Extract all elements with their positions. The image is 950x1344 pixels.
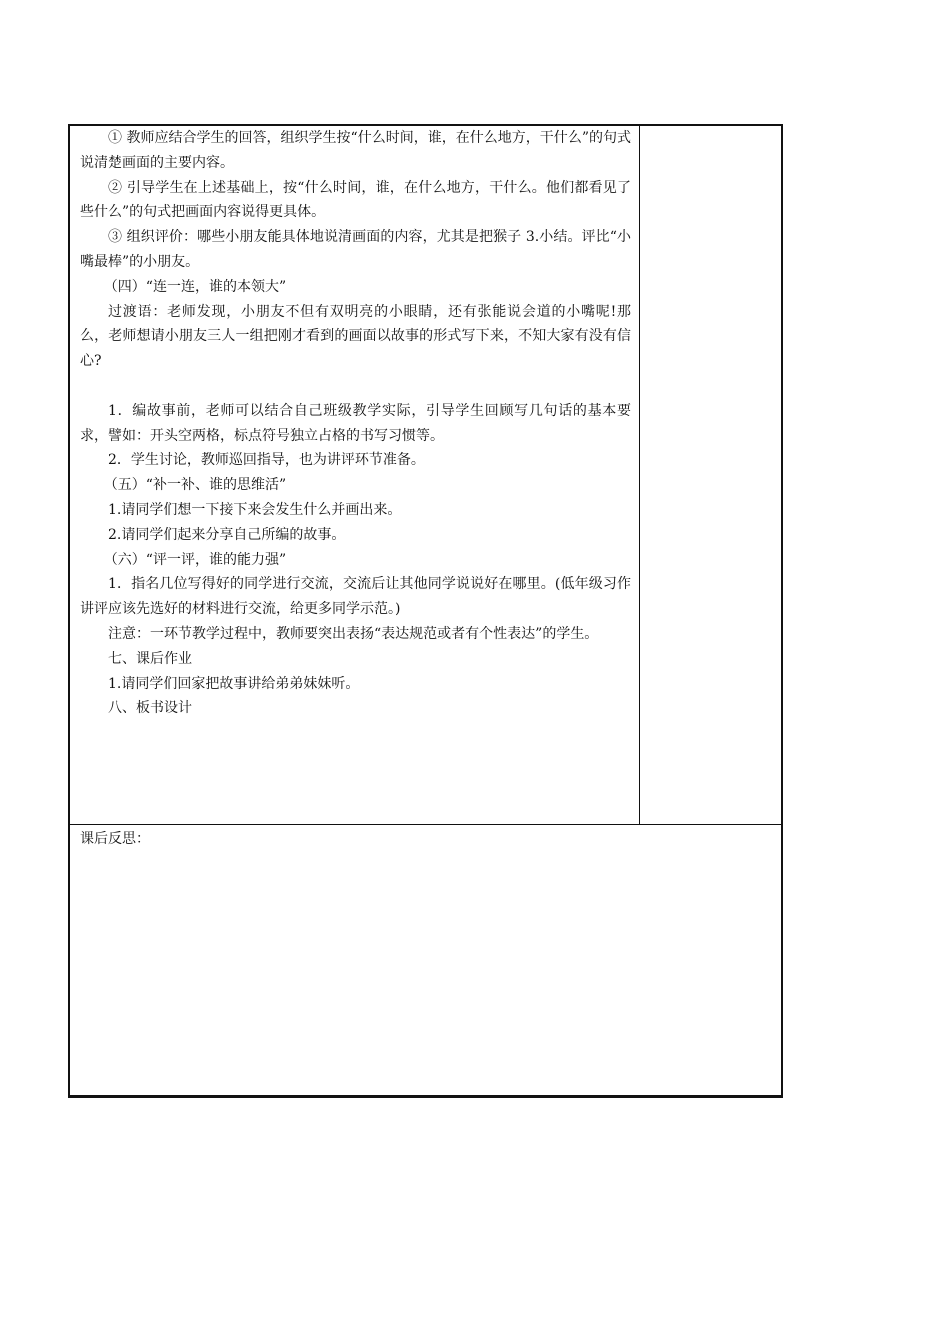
paragraph: 1．指名几位写得好的同学进行交流，交流后让其他同学说说好在哪里。(低年级习作讲评应该先选好的材料进行交流，给更多同学示范。) [80, 576, 631, 618]
notes-cell [640, 126, 781, 824]
section-heading: （五）“补一补、谁的思维活” [103, 477, 287, 494]
paragraph: 注意：一环节教学过程中，教师要突出表扬“表达规范或者有个性表达”的学生。 [108, 625, 599, 642]
teaching-process-cell [70, 126, 640, 824]
paragraph: 1.请同学们回家把故事讲给弟弟妹妹听。 [108, 675, 360, 692]
paragraph: 2.请同学们起来分享自己所编的故事。 [108, 526, 346, 543]
paragraph: 过渡语：老师发现，小朋友不但有双明亮的小眼睛，还有张能说会道的小嘴呢!那么，老师想请小朋友三人一组把刚才看到的画面以故事的形式写下来，不知大家有没有信心? [80, 303, 631, 370]
reflection-label: 课后反思： [80, 831, 150, 847]
section-heading: （四）“连一连，谁的本领大” [103, 278, 287, 295]
paragraph: ③ 组织评价：哪些小朋友能具体地说清画面的内容，尤其是把猴子 3.小结。评比“小嘴最棒”的小朋友。 [80, 229, 631, 270]
section-heading: 七、课后作业 [108, 650, 192, 667]
paragraph: ① 教师应结合学生的回答，组织学生按“什么时间，谁，在什么地方，干什么”的句式说清楚画面的主要内容。 [80, 130, 631, 171]
paragraph: 2．学生讨论，教师巡回指导，也为讲评环节准备。 [108, 452, 425, 469]
section-heading: （六）“评一评，谁的能力强” [103, 551, 287, 568]
blank-line [80, 374, 631, 399]
reflection-cell [70, 825, 781, 1095]
paragraph: 1.请同学们想一下接下来会发生什么并画出来。 [108, 501, 402, 518]
lesson-plan-table [68, 124, 783, 1098]
paragraph: 1．编故事前，老师可以结合自己班级教学实际，引导学生回顾写几句话的基本要求，譬如：开头空两格，标点符号独立占格的书写习惯等。 [80, 402, 631, 444]
section-heading: 八、板书设计 [108, 700, 192, 717]
paragraph: ② 引导学生在上述基础上，按“什么时间，谁，在什么地方，干什么。他们都看见了些什么”的句式把画面内容说得更具体。 [80, 179, 631, 221]
teaching-process-text [70, 126, 639, 721]
